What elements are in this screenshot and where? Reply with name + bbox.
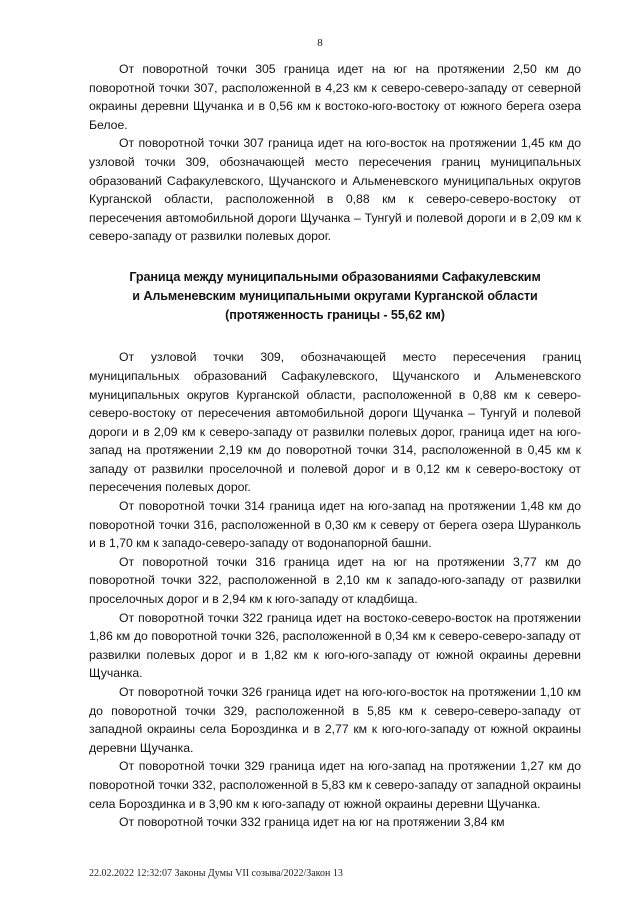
section-heading-line-2: и Альменевским муниципальными округами Курганской области	[132, 288, 538, 303]
paragraph-309: От узловой точки 309, обозначающей место пересечения границ муниципальных образований Сафакулевского, Щучанского и Альменевского муниципальных округов Курганской области, расположенной в 0,88 км к северо-северо-востоку от пересечения автомобильной дороги Щучанка – Тунгуй и полевой дороги и в 2,09 км к северо-западу от развилки полевых дорог, граница идет на юго-запад на протяжении 2,19 км до поворотной точки 314, расположенной в 0,45 км к западу от развилки проселочной и полевой дорог и в 0,12 км к северо-востоку от пересечения полевых дорог.	[89, 350, 581, 495]
paragraph-329: От поворотной точки 329 граница идет на юго-запад на протяжении 1,27 км до поворотной точки 332, расположенной в 5,83 км к северо-западу от западной окраины села Бороздинка и в 3,90 км к юго-западу от южной окраины деревни Щучанка.	[89, 759, 581, 811]
section-heading-line-1: Граница между муниципальными образованиями Сафакулевским	[129, 269, 541, 284]
paragraph-305: От поворотной точки 305 граница идет на юг на протяжении 2,50 км до поворотной точки 307, расположенной в 4,23 км к северо-северо-западу от северной окраины деревни Щучанка и в 0,56 км к востоко-юго-востоку от южного берега озера Белое.	[89, 62, 581, 132]
section-heading-line-3: (протяженность границы - 55,62 км)	[225, 307, 445, 322]
paragraph-314: От поворотной точки 314 граница идет на юго-запад на протяжении 1,48 км до поворотной точки 316, расположенной в 0,30 км к северу от берега озера Шуранколь и в 1,70 км к западо-северо-западу от водонапорной башни.	[89, 499, 581, 551]
page-number: 8	[317, 37, 323, 49]
paragraph-316: От поворотной точки 316 граница идет на юг на протяжении 3,77 км до поворотной точки 322, расположенной в 2,10 км к западо-юго-западу от развилки проселочных дорог и в 2,94 км к юго-западу от кладбища.	[89, 554, 581, 607]
document-body	[89, 60, 581, 832]
section-heading	[89, 268, 581, 324]
paragraph-322: От поворотной точки 322 граница идет на востоко-северо-восток на протяжении 1,86 км до поворотной точки 326, расположенной в 0,34 км к северо-северо-западу от развилки полевых дорог и в 1,82 км к юго-юго-западу от южной окраины деревни Щучанка.	[89, 610, 581, 681]
paragraph-332: От поворотной точки 332 граница идет на юг на протяжении 3,84 км	[119, 815, 505, 830]
paragraph-326: От поворотной точки 326 граница идет на юго-юго-восток на протяжении 1,10 км до поворотной точки 329, расположенной в 5,85 км к северо-северо-западу от западной окраины села Бороздинка и в 2,77 км к юго-юго-западу от южной окраины деревни Щучанка.	[89, 685, 581, 755]
paragraph-307: От поворотной точки 307 граница идет на юго-восток на протяжении 1,45 км до узловой точки 309, обозначающей место пересечения границ муниципальных образований Сафакулевского, Щучанского и Альменевского муниципальных округов Курганской области, расположенной в 0,88 км к северо-северо-востоку от пересечения автомобильной дороги Щучанка – Тунгуй и полевой дороги и в 2,09 км к северо-западу от развилки полевых дорог.	[89, 136, 581, 244]
document-footer: 22.02.2022 12:32:07 Законы Думы VII созыва/2022/Закон 13	[89, 868, 343, 879]
